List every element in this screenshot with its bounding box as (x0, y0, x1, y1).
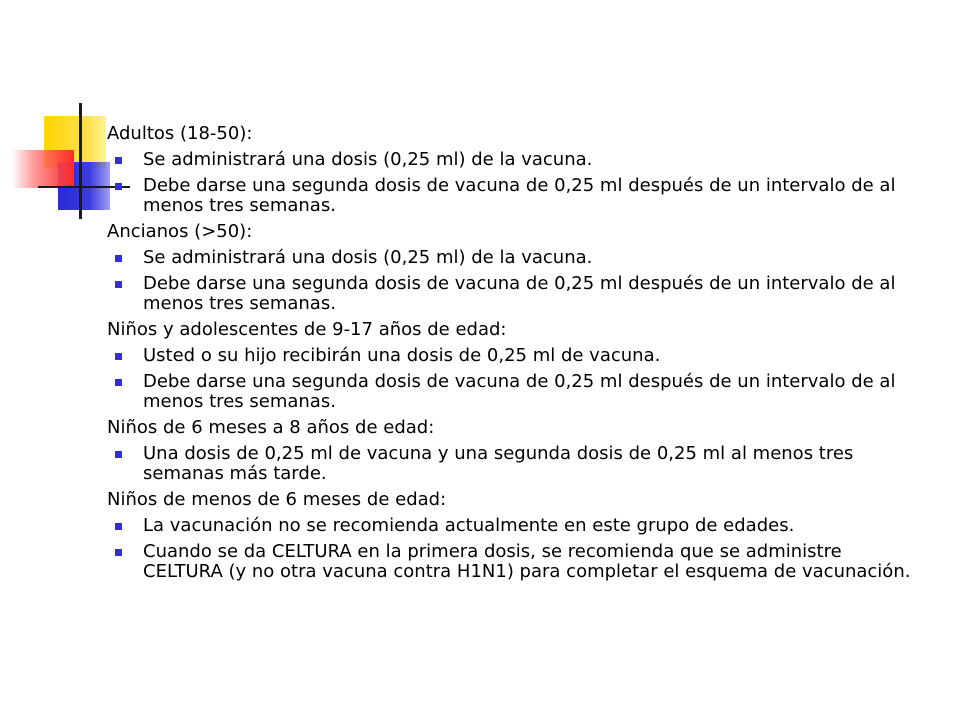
square-bullet-icon (115, 523, 122, 530)
square-bullet-icon (115, 183, 122, 190)
square-bullet-icon (115, 451, 122, 458)
section-ninos-adolescentes (107, 320, 927, 412)
section-heading: Niños de 6 meses a 8 años de edad: (107, 417, 435, 438)
list-item (107, 346, 927, 366)
bullet-list (107, 346, 927, 412)
decoration-red-bar (12, 150, 74, 188)
list-item-text: Se administrará una dosis (0,25 ml) de la vacuna. (143, 247, 593, 268)
square-bullet-icon (115, 255, 122, 262)
section-ninos-6-meses-8-anos (107, 418, 927, 484)
list-item (107, 542, 927, 582)
bullet-list (107, 444, 927, 484)
list-item-text: Debe darse una segunda dosis de vacuna de 0,25 ml después de un intervalo de al menos tres semanas. (143, 273, 896, 314)
section-adultos (107, 124, 927, 216)
list-item-text: Debe darse una segunda dosis de vacuna de 0,25 ml después de un intervalo de al menos tres semanas. (143, 175, 896, 216)
list-item (107, 516, 927, 536)
section-heading: Ancianos (>50): (107, 221, 253, 242)
bullet-list (107, 516, 927, 582)
decoration-vertical-line (79, 103, 82, 219)
square-bullet-icon (115, 379, 122, 386)
list-item-text: Se administrará una dosis (0,25 ml) de la vacuna. (143, 149, 593, 170)
list-item (107, 150, 927, 170)
list-item (107, 444, 927, 484)
section-heading: Adultos (18-50): (107, 123, 253, 144)
square-bullet-icon (115, 549, 122, 556)
list-item (107, 372, 927, 412)
bullet-list (107, 150, 927, 216)
slide-decoration (0, 0, 120, 220)
section-heading: Niños de menos de 6 meses de edad: (107, 489, 447, 510)
list-item (107, 176, 927, 216)
square-bullet-icon (115, 281, 122, 288)
list-item-text: Usted o su hijo recibirán una dosis de 0,25 ml de vacuna. (143, 345, 661, 366)
list-item-text: La vacunación no se recomienda actualmente en este grupo de edades. (143, 515, 795, 536)
list-item-text: Debe darse una segunda dosis de vacuna de 0,25 ml después de un intervalo de al menos tres semanas. (143, 371, 896, 412)
square-bullet-icon (115, 157, 122, 164)
section-ancianos (107, 222, 927, 314)
list-item (107, 274, 927, 314)
list-item (107, 248, 927, 268)
list-item-text: Cuando se da CELTURA en la primera dosis, se recomienda que se administre CELTURA (y no otra vacuna contra H1N1) para completar el esquema de vacunación. (143, 541, 911, 582)
bullet-list (107, 248, 927, 314)
list-item-text: Una dosis de 0,25 ml de vacuna y una segunda dosis de 0,25 ml al menos tres semanas más tarde. (143, 443, 854, 484)
section-heading: Niños y adolescentes de 9-17 años de edad: (107, 319, 507, 340)
section-ninos-menos-6-meses (107, 490, 927, 582)
square-bullet-icon (115, 353, 122, 360)
slide-content (107, 124, 927, 588)
